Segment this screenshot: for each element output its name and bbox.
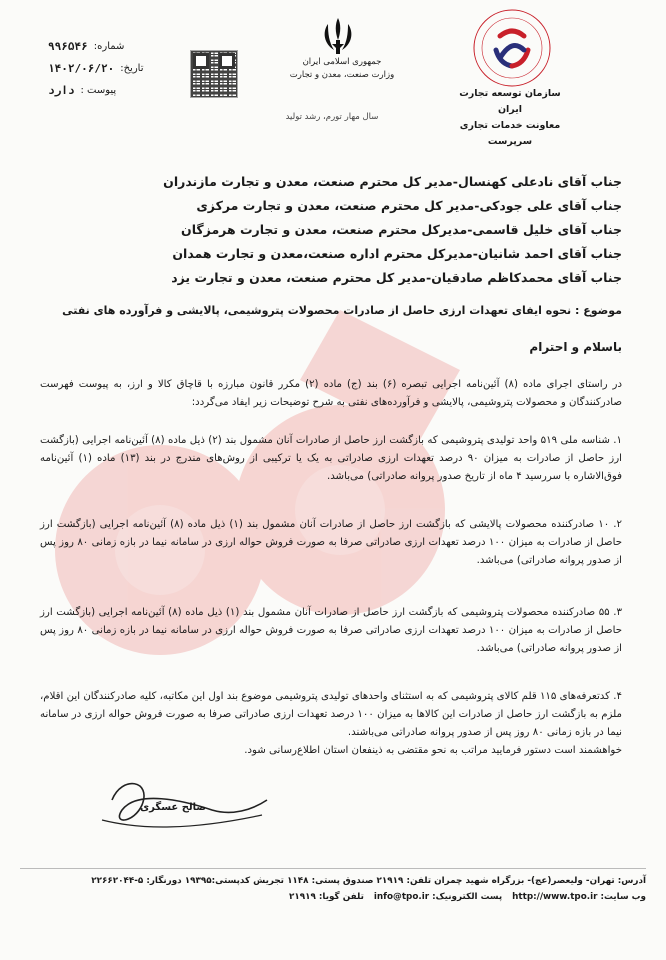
- attachment-label: پیوست :: [80, 85, 117, 96]
- letter-meta: [48, 36, 178, 102]
- footer-email[interactable]: پست الکترونیک: info@tpo.ir: [373, 892, 503, 902]
- list-item: [40, 604, 622, 658]
- footer-website[interactable]: وب سایت: http://www.tpo.ir: [512, 892, 646, 902]
- list-item: [40, 516, 622, 570]
- org-line-1: سازمان توسعه تجارت ایران: [459, 88, 561, 115]
- addressee-list: [62, 170, 622, 290]
- organization-name: [450, 86, 570, 150]
- footer-phone: تلفن گویا: ۲۱۹۱۹: [288, 892, 364, 902]
- list-item: [40, 432, 622, 486]
- addressee: جناب آقای نادعلی کهنسال-مدیر کل محترم صنعت، معدن و تجارت مازندران: [163, 174, 622, 189]
- item-number: ۱.: [613, 435, 622, 446]
- ministry-name: [282, 56, 402, 82]
- item-text: کدتعرفه‌های ۱۱۵ قلم کالای پتروشیمی که به استثنای واحدهای تولیدی پتروشیمی موضوع بند اول این مکاتبه، کلیه صادرکنندگان این اقلام، ملزم به بازگشت ارز حاصل از صادرات این کالاها به میزان ۱۰۰ درصد تعهدات ارزی صادراتی صرفا به صورت فروش حواله ارزی در سامانه نیما در بازه زمانی ۸۰ روز پس از صدور پروانه صادراتی می‌باشند.: [40, 691, 622, 738]
- ministry-line-1: جمهوری اسلامی ایران: [302, 57, 382, 67]
- letter-date: [48, 58, 178, 80]
- qr-code: [190, 50, 238, 98]
- item-text: ۱۰ صادرکننده محصولات پالایشی که بازگشت ارز حاصل از صادرات آنان مشمول بند (۱) ذیل ماده (۸) آئین‌نامه اجرایی (بازگشت ارز حاصل از صادرات به میزان ۱۰۰ درصد تعهدات ارزی صادراتی صرفا به صورت فروش حواله ارزی در سامانه نیما در بازه زمانی ۸۰ روز پس از صدور پروانه صادراتی) می‌باشد.: [40, 519, 622, 566]
- date-label: تاریخ:: [120, 63, 144, 74]
- signatory-name: صالح عسگری: [140, 802, 207, 813]
- addressee: جناب آقای محمدکاظم صادقیان-مدیر کل محترم صنعت، معدن و تجارت یزد: [171, 270, 622, 285]
- item-number: ۳.: [613, 607, 622, 618]
- iran-emblem-icon: [316, 14, 360, 58]
- letter-attachment: [48, 80, 178, 102]
- number-label: شماره:: [93, 41, 125, 52]
- date-value: ۱۴۰۲/۰۶/۲۰: [48, 62, 115, 75]
- addressee: جناب آقای علی جودکی-مدیر کل محترم صنعت، معدن و تجارت مرکزی: [196, 198, 622, 213]
- number-value: ۹۹۶۵۴۶: [48, 40, 88, 53]
- org-line-3: سرپرست: [487, 136, 533, 147]
- closing-sentence: خواهشمند است دستور فرمایید مراتب به نحو مقتضی به ذینفعان استان اطلاع‌رسانی شود.: [244, 745, 622, 756]
- letter-subject: موضوع : نحوه ایفای تعهدات ارزی حاصل از صادرات محصولات پتروشیمی، پالایشی و فرآورده های نفتی: [62, 304, 622, 317]
- intro-paragraph: در راستای اجرای ماده (۸) آئین‌نامه اجرایی تبصره (۶) بند (ج) ماده (۲) مکرر قانون مبارزه با قاچاق کالا و ارز، به پیوست فهرست صادرکنندگان و محصولات پتروشیمی، پالایشی و فرآورده‌های نفتی به شرح توضیحات زیر ایفاد می‌گردد:: [40, 379, 623, 408]
- year-slogan: سال مهار تورم، رشد تولید: [285, 112, 379, 122]
- addressee: جناب آقای احمد شانیان-مدیرکل محترم اداره صنعت،معدن و تجارت همدان: [172, 246, 622, 261]
- addressee: جناب آقای خلیل قاسمی-مدیرکل محترم صنعت، معدن و تجارت هرمزگان: [181, 222, 622, 237]
- tpo-logo: [470, 6, 554, 90]
- ministry-line-2: وزارت صنعت، معدن و تجارت: [289, 70, 395, 80]
- footer-contacts: [20, 889, 646, 905]
- item-number: ۴.: [613, 691, 622, 702]
- item-text: ۵۵ صادرکننده محصولات پتروشیمی که بازگشت ارز حاصل از صادرات آنان مشمول بند (۱) ذیل ماده (۸) آئین‌نامه اجرایی (بازگشت ارز حاصل از صادرات به میزان ۱۰۰ درصد تعهدات ارزی صادراتی صرفا به صورت فروش حواله ارزی در سامانه نیما در بازه زمانی ۸۰ روز پس از صدور پروانه صادراتی) می‌باشد.: [40, 607, 622, 654]
- list-item: [40, 688, 622, 760]
- item-number: ۲.: [613, 519, 623, 530]
- org-line-2: معاونت خدمات تجاری: [459, 120, 561, 131]
- letter-number: [48, 36, 178, 58]
- letter-footer: [20, 868, 646, 905]
- attachment-value: دارد: [48, 84, 75, 97]
- greeting: باسلام و احترام: [529, 340, 622, 354]
- item-text: شناسه ملی ۵۱۹ واحد تولیدی پتروشیمی که بازگشت ارز حاصل از صادرات آنان مشمول بند (۲) ذیل ماده (۸) آئین‌نامه اجرایی (بازگشت ارز حاصل از صادرات به میزان ۹۰ درصد تعهدات ارزی صادراتی به یک یا ترکیبی از روش‌های مندرج در بند (۱۳) ماده (۱) آئین‌نامه فوق‌الاشاره با سررسید ۴ ماه از تاریخ صدور پروانه صادراتی) می‌باشد.: [40, 435, 622, 482]
- footer-address: آدرس: تهران- ولیعصر(عج)- بزرگراه شهید چمران تلفن: ۲۱۹۱۹ صندوق پستی: ۱۱۴۸ تجریش کدپستی:۱۹۳۹۵ دورنگار: ۵-۲۲۶۶۲۰۴۴: [91, 876, 646, 886]
